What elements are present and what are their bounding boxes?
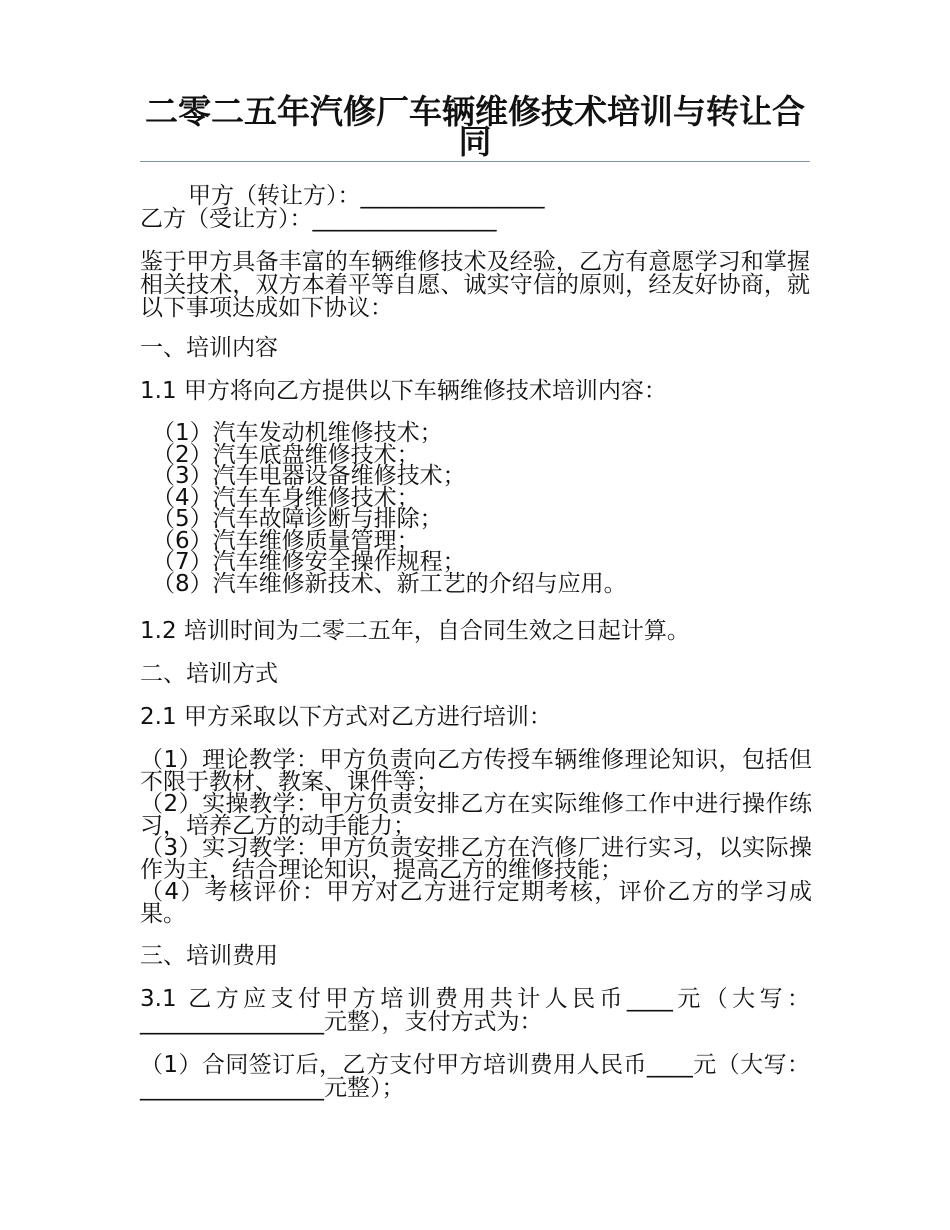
list-item: （6）汽车维修质量管理；: [152, 527, 420, 554]
list-item: （7）汽车维修安全操作规程；: [152, 549, 466, 575]
document-title: 二零二五年汽修厂车辆维修技术培训与转让合同: [145, 92, 805, 161]
payment-item-1: （1）合同签订后，乙方支付甲方培训费用人民币____元（大写：________________元整）；: [140, 1052, 810, 1101]
clause-3-1: 3.1 乙方应支付甲方培训费用共计人民币____元（大写：________________元整），支付方式为：: [140, 986, 810, 1035]
section-1-heading: 一、培训内容: [140, 335, 278, 361]
list-item: （1）理论教学：甲方负责向乙方传授车辆维修理论知识，包括但不限于教材、教案、课件等；: [140, 747, 812, 795]
list-item: （3）实习教学：甲方负责安排乙方在汽修厂进行实习，以实际操作为主，结合理论知识，提高乙方的维修技能；: [140, 835, 812, 883]
list-item: （2）实操教学：甲方负责安排乙方在实际维修工作中进行操作练习，培养乙方的动手能力；: [140, 791, 812, 839]
title-underline: [140, 161, 810, 162]
list-item: （1）汽车发动机维修技术；: [152, 420, 443, 446]
preamble-paragraph: 鉴于甲方具备丰富的车辆维修技术及经验，乙方有意愿学习和掌握相关技术，双方本着平等自愿、诚实守信的原则，经友好协商，就以下事项达成如下协议：: [140, 249, 810, 321]
training-content-list: [152, 420, 812, 597]
list-item: （4）考核评价：甲方对乙方进行定期考核，评价乙方的学习成果。: [140, 879, 812, 927]
party-b-line: 乙方（受让方）：________________: [140, 206, 497, 232]
section-2-heading: 二、培训方式: [140, 661, 278, 687]
clause-1-2: 1.2 培训时间为二零二五年，自合同生效之日起计算。: [140, 618, 690, 644]
list-item: （4）汽车车身维修技术；: [152, 484, 420, 511]
section-3-heading: 三、培训费用: [140, 943, 278, 969]
clause-1-1: 1.1 甲方将向乙方提供以下车辆维修技术培训内容：: [140, 378, 667, 404]
training-method-list: [140, 749, 812, 925]
list-item: （3）汽车电器设备维修技术；: [152, 463, 466, 489]
list-item: （5）汽车故障诊断与排除；: [152, 506, 443, 532]
list-item: （2）汽车底盘维修技术；: [152, 441, 420, 468]
party-a-line: 甲方（转让方）：________________: [188, 183, 545, 209]
list-item: （8）汽车维修新技术、新工艺的介绍与应用。: [152, 570, 627, 597]
clause-2-1: 2.1 甲方采取以下方式对乙方进行培训：: [140, 704, 552, 730]
